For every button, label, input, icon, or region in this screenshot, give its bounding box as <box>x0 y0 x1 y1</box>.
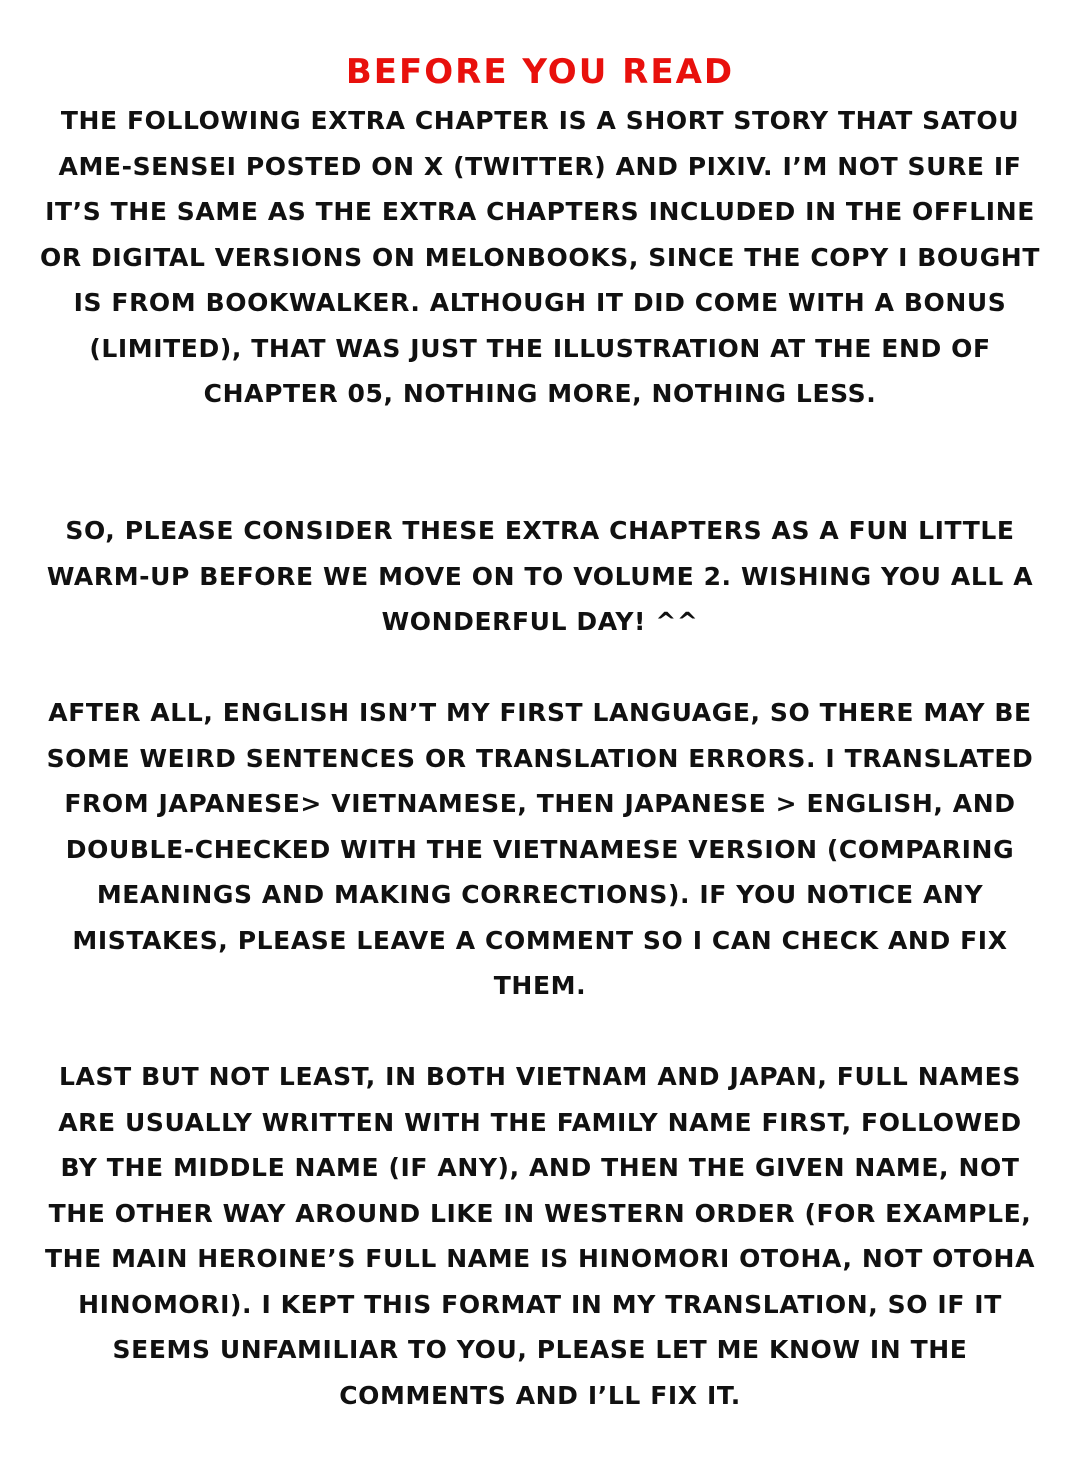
name-order-paragraph: LAST BUT NOT LEAST, IN BOTH VIETNAM AND JAPAN, FULL NAMES ARE USUALLY WRITTEN WITH THE FAMILY NAME FIRST, FOLLOWED BY THE MIDDLE NAME (IF ANY), AND THEN THE GIVEN NAME, NOT THE OTHER WAY AROUND LIKE IN WESTERN ORDER (FOR EXAMPLE, THE MAIN HEROINE’S FULL NAME IS HINOMORI OTOHA, NOT OTOHA HINOMORI). I KEPT THIS FORMAT IN MY TRANSLATION, SO IF IT SEEMS UNFAMILIAR TO YOU, PLEASE LET ME KNOW IN THE COMMENTS AND I’LL FIX IT. <box>44 1062 1036 1410</box>
intro-paragraph: THE FOLLOWING EXTRA CHAPTER IS A SHORT STORY THAT SATOU AME-SENSEI POSTED ON X (TWITTER) AND PIXIV. I’M NOT SURE IF IT’S THE SAME AS THE EXTRA CHAPTERS INCLUDED IN THE OFFLINE OR DIGITAL VERSIONS ON MELONBOOKS, SINCE THE COPY I BOUGHT IS FROM BOOKWALKER. ALTHOUGH IT DID COME WITH A BONUS (LIMITED), THAT WAS JUST THE ILLUSTRATION AT THE END OF CHAPTER 05, NOTHING MORE, NOTHING LESS. <box>40 106 1040 408</box>
warm-up-paragraph: SO, PLEASE CONSIDER THESE EXTRA CHAPTERS AS A FUN LITTLE WARM-UP BEFORE WE MOVE ON TO VOLUME 2. WISHING YOU ALL A WONDERFUL DAY! ^^ <box>46 516 1034 636</box>
page-title: BEFORE YOU READ <box>345 52 735 92</box>
translation-note-paragraph: AFTER ALL, ENGLISH ISN’T MY FIRST LANGUAGE, SO THERE MAY BE SOME WEIRD SENTENCES OR TRANSLATION ERRORS. I TRANSLATED FROM JAPANESE> VIETNAMESE, THEN JAPANESE > ENGLISH, AND DOUBLE-CHECKED WITH THE VIETNAMESE VERSION (COMPARING MEANINGS AND MAKING CORRECTIONS). IF YOU NOTICE ANY MISTAKES, PLEASE LEAVE A COMMENT SO I CAN CHECK AND FIX THEM. <box>46 698 1034 1000</box>
